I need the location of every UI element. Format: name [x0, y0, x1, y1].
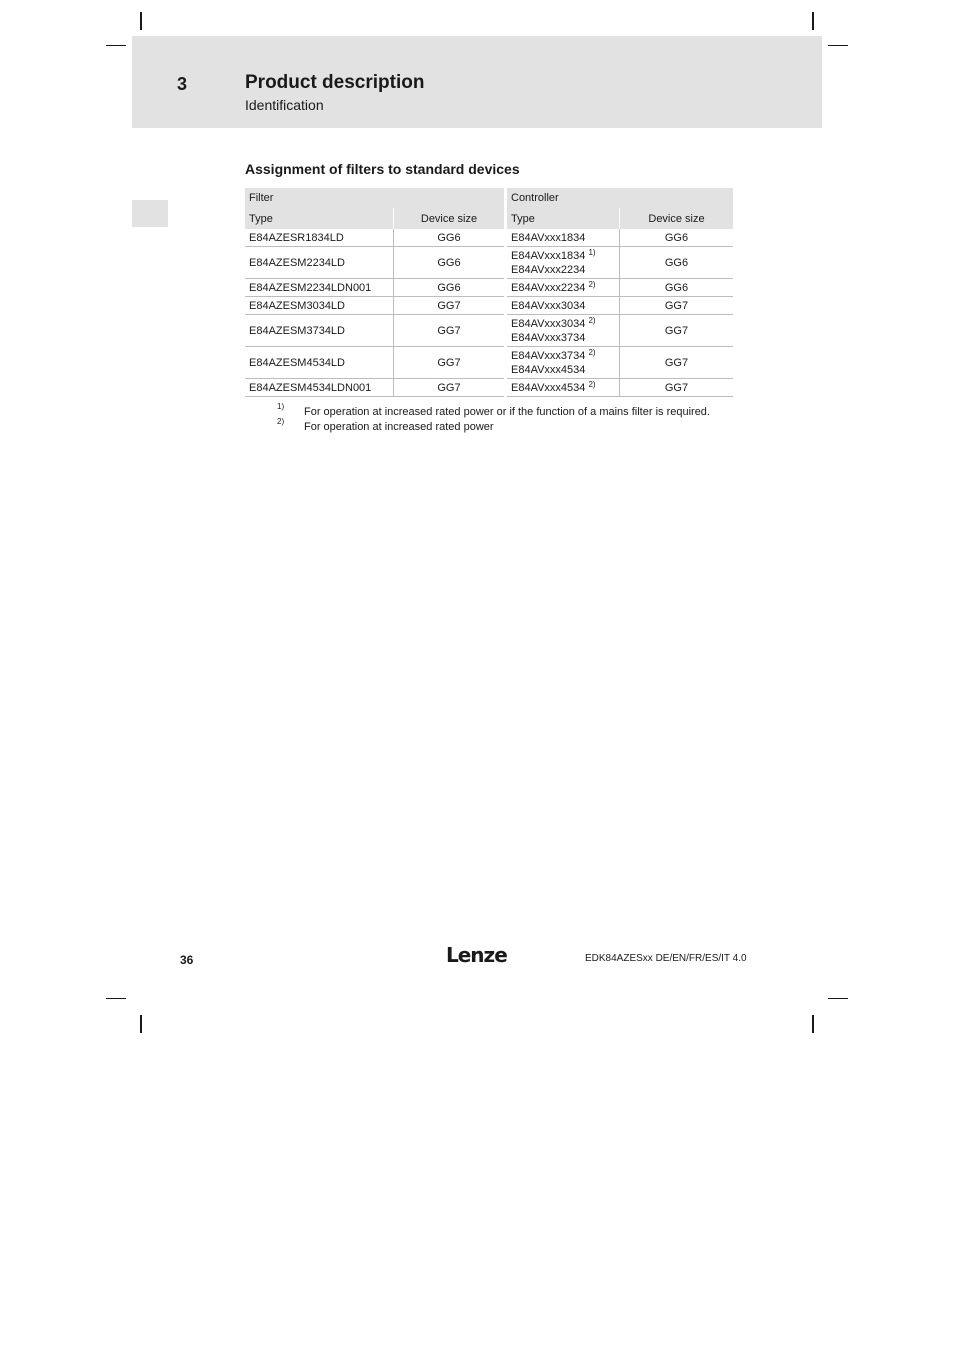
controller-type-cell	[507, 279, 619, 297]
filter-type-cell: E84AZESM4534LDN001	[245, 379, 393, 397]
controller-type-line: E84AVxxx3034	[511, 317, 586, 330]
controller-type-cell	[507, 229, 619, 247]
crop-mark	[140, 1015, 142, 1033]
lenze-logo: Lenze	[446, 943, 507, 967]
crop-mark	[812, 1015, 814, 1033]
table-row	[245, 379, 733, 397]
filter-type-cell: E84AZESM3734LD	[245, 315, 393, 347]
filter-size-cell: GG7	[393, 297, 504, 315]
crop-mark	[812, 12, 814, 30]
column-header-controller-size: Device size	[619, 208, 733, 229]
footnote-ref: 2)	[588, 279, 596, 289]
filter-size-cell: GG6	[393, 229, 504, 247]
table-row	[245, 229, 733, 247]
controller-type-line: E84AVxxx2234	[511, 263, 586, 276]
controller-type-line: E84AVxxx3034	[511, 299, 586, 312]
footnote-ref: 2)	[588, 347, 596, 357]
filter-size-cell: GG7	[393, 315, 504, 347]
crop-mark	[106, 45, 126, 46]
footnote-ref: 1)	[588, 247, 596, 257]
controller-type-cell	[507, 247, 619, 279]
group-header-controller: Controller	[507, 188, 733, 208]
footnote-mark: 1)	[277, 402, 285, 411]
side-tab-marker	[132, 200, 168, 227]
column-header-filter-size: Device size	[393, 208, 504, 229]
controller-type-line: E84AVxxx2234	[511, 281, 586, 294]
table-row	[245, 297, 733, 315]
filter-size-cell: GG7	[393, 379, 504, 397]
section-heading: Assignment of filters to standard devices	[245, 161, 520, 177]
controller-type-cell	[507, 297, 619, 315]
crop-mark	[828, 998, 848, 999]
filter-assignment-table	[245, 188, 733, 397]
filter-type-cell: E84AZESM3034LD	[245, 297, 393, 315]
filter-type-cell: E84AZESM2234LD	[245, 247, 393, 279]
controller-type-cell	[507, 347, 619, 379]
controller-size-cell: GG7	[619, 347, 733, 379]
filter-size-cell: GG6	[393, 279, 504, 297]
crop-mark	[140, 12, 142, 30]
footnote-text: For operation at increased rated power or if the function of a mains filter is required.	[304, 406, 710, 418]
filter-type-cell: E84AZESM4534LD	[245, 347, 393, 379]
table-row	[245, 347, 733, 379]
column-header-controller-type: Type	[507, 208, 619, 229]
filter-size-cell: GG7	[393, 347, 504, 379]
footnote-text: For operation at increased rated power	[304, 421, 494, 433]
controller-type-cell	[507, 315, 619, 347]
document-id: EDK84AZESxx DE/EN/FR/ES/IT 4.0	[585, 953, 747, 964]
chapter-title: Product description	[245, 72, 425, 93]
chapter-number: 3	[177, 74, 188, 94]
controller-size-cell: GG6	[619, 247, 733, 279]
controller-size-cell: GG7	[619, 297, 733, 315]
controller-type-line: E84AVxxx3734	[511, 331, 586, 344]
filter-type-cell: E84AZESR1834LD	[245, 229, 393, 247]
table-row	[245, 247, 733, 279]
controller-type-line: E84AVxxx1834	[511, 231, 586, 244]
chapter-subtitle: Identification	[245, 97, 324, 113]
crop-mark	[828, 45, 848, 46]
chapter-header-band	[132, 36, 822, 128]
controller-type-line: E84AVxxx4534	[511, 381, 586, 394]
footnote-mark: 2)	[277, 417, 285, 426]
filter-type-cell: E84AZESM2234LDN001	[245, 279, 393, 297]
column-header-filter-type: Type	[245, 208, 393, 229]
controller-type-line: E84AVxxx3734	[511, 349, 586, 362]
controller-size-cell: GG7	[619, 379, 733, 397]
controller-size-cell: GG6	[619, 229, 733, 247]
footnote-ref: 2)	[588, 315, 596, 325]
controller-size-cell: GG6	[619, 279, 733, 297]
crop-mark	[106, 998, 126, 999]
controller-size-cell: GG7	[619, 315, 733, 347]
footnote-ref: 2)	[588, 379, 596, 389]
page-number: 36	[180, 953, 194, 967]
group-header-filter: Filter	[245, 188, 504, 208]
controller-type-cell	[507, 379, 619, 397]
controller-type-line: E84AVxxx4534	[511, 363, 586, 376]
table-row	[245, 279, 733, 297]
controller-type-line: E84AVxxx1834	[511, 249, 586, 262]
table-row	[245, 315, 733, 347]
filter-size-cell: GG6	[393, 247, 504, 279]
